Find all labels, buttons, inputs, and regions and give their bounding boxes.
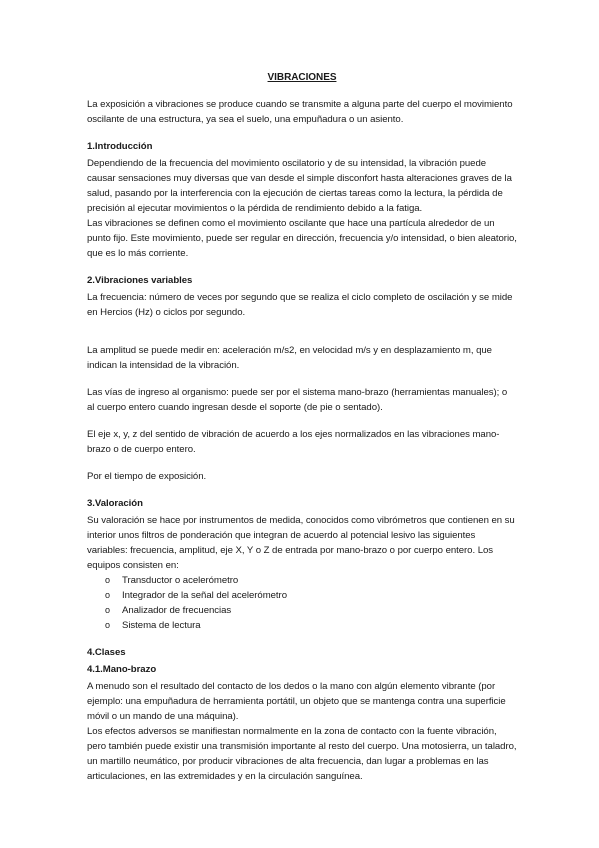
bullet-circle-icon: o [105,605,110,615]
clases-paragraph-2: Los efectos adversos se manifiestan normalmente en la zona de contacto con la fuente vibración, pero también puede existir una transmisión importante al resto del cuerpo. Una motosierra, un taladro, un martillo neumático, por producir vibraciones de alta frecuencia, dan lugar a problemas en las articulaciones, en las extremidades y en la circulación sanguínea. [87,726,517,782]
list-item-text: Transductor o acelerómetro [122,575,239,586]
valoracion-paragraph: Su valoración se hace por instrumentos de medida, conocidos como vibrómetros que contienen en su interior unos filtros de ponderación que integran de acuerdo al potencial lesivo las siguientes variables: frecuencia, amplitud, eje X, Y o Z de entrada por mano-brazo o por cuerpo entero. Los equipos consisten en: [87,515,515,571]
subsection-heading-mano-brazo: 4.1.Mano-brazo [87,664,157,675]
section-heading-valoracion: 3.Valoración [87,498,143,509]
list-item [87,603,517,618]
introduccion-paragraph-2: Las vibraciones se definen como el movimiento oscilante que hace una partícula alrededor de un punto fijo. Este movimiento, puede ser regular en dirección, frecuencia y/o intensidad, o bien aleatorio, que es lo más corriente. [87,218,517,259]
section-heading-variables: 2.Vibraciones variables [87,275,193,286]
list-item [87,618,517,633]
variables-eje: El eje x, y, z del sentido de vibración de acuerdo a los ejes normalizados en las vibraciones mano-brazo o de cuerpo entero. [87,429,500,455]
variables-frecuencia: La frecuencia: número de veces por segundo que se realiza el ciclo completo de oscilación y se mide en Hercios (Hz) o ciclos por segundo. [87,292,513,318]
list-item-text: Analizador de frecuencias [122,605,232,616]
introduccion-paragraph-1: Dependiendo de la frecuencia del movimiento oscilatorio y de su intensidad, la vibración puede causar sensaciones muy diversas que van desde el simple disconfort hasta alteraciones graves de la salud, pasando por la interferencia con la ejecución de ciertas tareas como la lectura, la pérdida de precisión al ejecutar movimientos o la pérdida de rendimiento debido a la fatiga. [87,158,512,214]
list-item [87,588,517,603]
section-heading-introduccion: 1.Introducción [87,141,153,152]
intro-paragraph: La exposición a vibraciones se produce cuando se transmite a alguna parte del cuerpo el movimiento oscilante de una estructura, ya sea el suelo, una empuñadura o un asiento. [87,99,513,125]
section-introduccion [87,156,517,261]
bullet-circle-icon: o [105,620,110,630]
bullet-circle-icon: o [105,590,110,600]
equipment-list [87,573,517,633]
clases-paragraph-1: A menudo son el resultado del contacto de los dedos o la mano con algún elemento vibrante (por ejemplo: una empuñadura de herramienta portátil, un objeto que se mantenga contra una superficie móvil o un mando de una máquina). [87,681,506,722]
document-title: VIBRACIONES [267,72,337,83]
list-item-text: Integrador de la señal del acelerómetro [122,590,287,601]
variables-tiempo: Por el tiempo de exposición. [87,471,207,482]
variables-vias: Las vías de ingreso al organismo: puede ser por el sistema mano-brazo (herramientas manuales); o al cuerpo entero cuando ingresan desde el soporte (de pie o sentado). [87,387,508,413]
list-item [87,573,517,588]
variables-amplitud: La amplitud se puede medir en: aceleración m/s2, en velocidad m/s y en desplazamiento m, que indican la intensidad de la vibración. [87,345,492,371]
section-heading-clases: 4.Clases [87,647,126,658]
bullet-circle-icon: o [105,575,110,585]
list-item-text: Sistema de lectura [122,620,201,631]
document-page [87,70,517,784]
